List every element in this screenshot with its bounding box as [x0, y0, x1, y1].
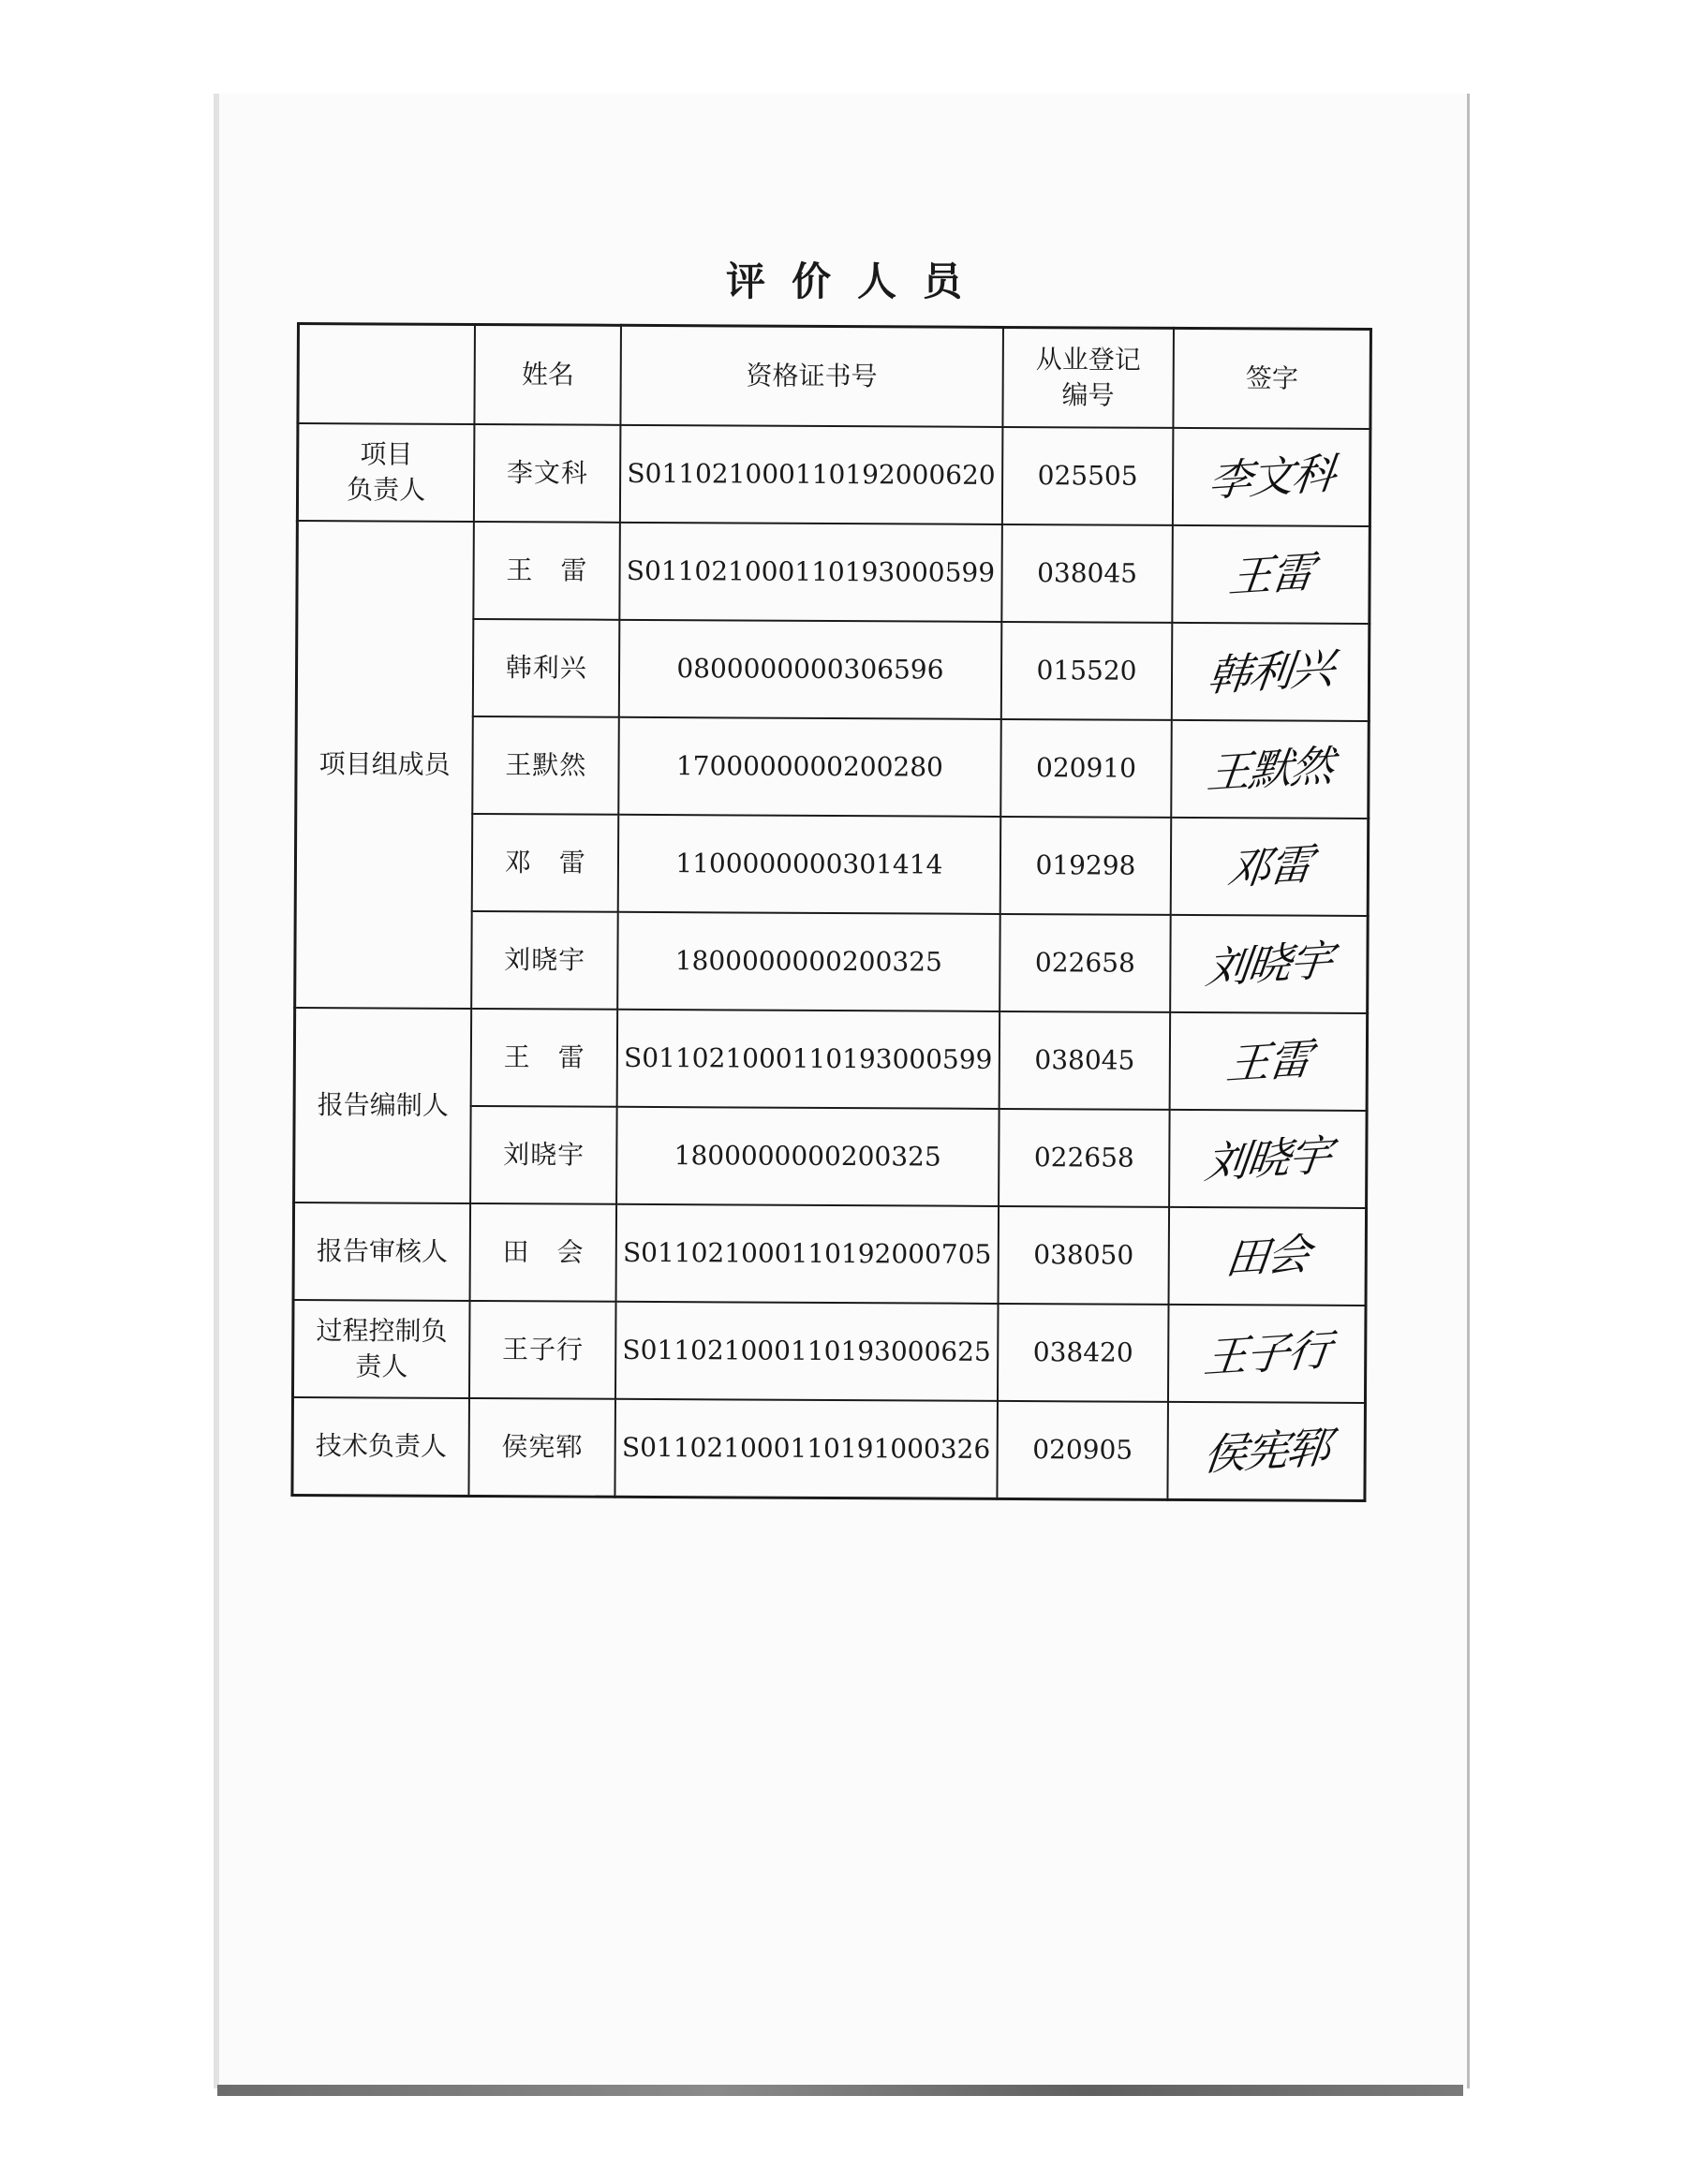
role-cell: 过程控制负 责人	[292, 1300, 469, 1398]
certificate-number-cell: S011021000110193000599	[617, 1010, 999, 1109]
certificate-number-cell: S011021000110193000625	[615, 1302, 998, 1401]
handwritten-signature: 李文科	[1206, 448, 1338, 507]
certificate-number-cell: S011021000110192000705	[616, 1204, 999, 1304]
registration-number-cell: 038045	[1001, 524, 1173, 623]
handwritten-signature: 韩利兴	[1205, 642, 1336, 701]
handwritten-signature: 邓雷	[1224, 838, 1314, 895]
signature-cell	[1173, 428, 1370, 526]
table-row	[292, 1300, 1366, 1403]
table-row	[297, 423, 1370, 526]
paper-bottom-edge	[217, 2085, 1463, 2096]
registration-number-cell: 020905	[997, 1401, 1168, 1499]
header-role	[298, 324, 475, 424]
registration-number-cell: 019298	[999, 817, 1171, 915]
name-cell: 王默然	[473, 716, 619, 815]
name-cell: 王 雷	[471, 1009, 617, 1107]
signature-cell	[1173, 525, 1370, 624]
signature-cell	[1172, 720, 1370, 819]
role-cell: 报告审核人	[293, 1203, 470, 1301]
page-title: 评价人员	[725, 258, 988, 304]
staff-table-body	[292, 423, 1370, 1500]
certificate-number-cell: S011021000110191000326	[615, 1399, 998, 1499]
certificate-number-cell: 1800000000200325	[616, 1107, 999, 1206]
role-cell: 报告编制人	[294, 1008, 472, 1203]
table-row	[297, 521, 1370, 624]
registration-number-cell: 025505	[1001, 427, 1173, 525]
handwritten-signature: 王默然	[1205, 740, 1336, 799]
certificate-number-cell: S011021000110193000599	[620, 523, 1002, 622]
header-signature: 签字	[1174, 328, 1371, 429]
registration-number-cell: 038050	[998, 1206, 1169, 1305]
header-cert: 资格证书号	[621, 325, 1003, 427]
name-cell: 邓 雷	[472, 814, 618, 912]
header-name: 姓名	[475, 324, 621, 424]
certificate-number-cell: 1100000000301414	[618, 815, 1000, 914]
signature-cell	[1170, 1012, 1368, 1111]
handwritten-signature: 侯宪郓	[1201, 1422, 1332, 1481]
certificate-number-cell: 0800000000306596	[619, 620, 1001, 719]
name-cell: 刘晓宇	[471, 911, 617, 1010]
signature-cell	[1168, 1305, 1366, 1403]
role-cell: 技术负责人	[292, 1397, 469, 1496]
signature-cell	[1168, 1402, 1366, 1501]
table-row	[294, 1008, 1368, 1111]
table-header-row	[298, 324, 1371, 429]
name-cell: 李文科	[474, 424, 620, 523]
name-cell: 王 雷	[474, 522, 620, 620]
certificate-number-cell: 1700000000200280	[618, 717, 1000, 817]
handwritten-signature: 刘晓宇	[1203, 935, 1335, 994]
registration-number-cell: 020910	[1000, 719, 1172, 818]
certificate-number-cell: S011021000110192000620	[620, 425, 1002, 524]
registration-number-cell: 015520	[1000, 622, 1172, 720]
name-cell: 侯宪郓	[469, 1398, 615, 1497]
signature-cell	[1170, 1110, 1368, 1208]
table-row	[293, 1203, 1367, 1306]
handwritten-signature: 王雷	[1226, 546, 1316, 603]
registration-number-cell: 022658	[999, 1109, 1170, 1207]
table-row	[292, 1397, 1366, 1500]
handwritten-signature: 刘晓宇	[1202, 1129, 1334, 1188]
name-cell: 田 会	[470, 1203, 616, 1302]
header-reg: 从业登记 编号	[1002, 327, 1175, 427]
name-cell: 王子行	[469, 1301, 615, 1399]
handwritten-signature: 王子行	[1201, 1324, 1333, 1383]
handwritten-signature: 王雷	[1223, 1033, 1313, 1090]
role-cell: 项目 负责人	[297, 423, 474, 522]
registration-number-cell: 038420	[997, 1304, 1168, 1402]
certificate-number-cell: 1800000000200325	[617, 912, 999, 1011]
handwritten-signature: 田会	[1222, 1228, 1312, 1285]
role-cell: 项目组成员	[295, 521, 475, 1009]
staff-table	[290, 322, 1372, 1502]
signature-cell	[1172, 623, 1370, 721]
signature-cell	[1169, 1207, 1367, 1306]
registration-number-cell: 022658	[999, 914, 1171, 1012]
registration-number-cell: 038045	[999, 1011, 1170, 1110]
signature-cell	[1171, 915, 1369, 1013]
name-cell: 韩利兴	[473, 619, 619, 717]
signature-cell	[1171, 818, 1369, 916]
name-cell: 刘晓宇	[470, 1106, 616, 1204]
